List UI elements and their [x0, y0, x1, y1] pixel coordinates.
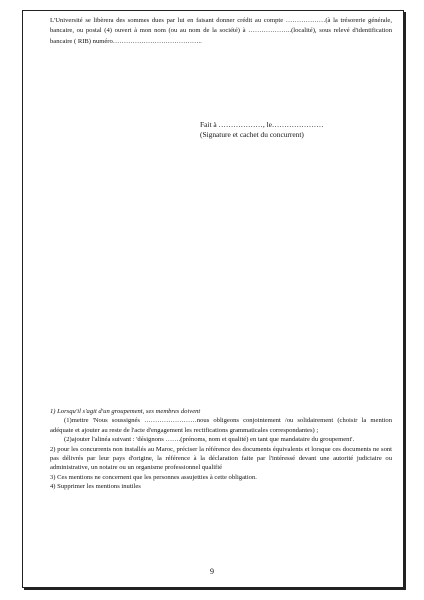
page-number: 9 — [210, 567, 214, 576]
note-3: 3) Ces mentions ne concernent que les personnes assujetties à cette obligation. — [50, 473, 257, 481]
footnotes — [50, 407, 392, 492]
note-1-item-1: (1)mettre 'Nous soussignés ……………………nous obligeons conjointement /ou solidairement (choisir la mention adéquate et ajouter au reste de l'acte d'engagement les rectifications grammaticales correspondantes) ; — [50, 417, 392, 434]
note-2: 2) pour les concurrents non installés au Maroc, préciser la référence des documents équivalents et lorsque ces documents ne sont pas délivrés par leur pays d'origine, la référence à la déclaration faite par l'intéressé devant une autorité judiciaire ou administrative, un notaire ou un organisme professionnel qualifié — [50, 445, 392, 472]
payment-paragraph — [50, 16, 392, 47]
signature-label: (Signature et cachet du concurrent) — [200, 130, 304, 139]
payment-text: L'Université se libèrera des sommes dues par lui en faisant donner crédit au compte ………………(à la trésorerie générale, bancaire, ou postal (4) ouvert à mon nom (ou au nom de la société) à ………………..(localité), sous relevé d'identification bancaire ( RIB) numéro………………………………….. — [50, 17, 392, 45]
place-date-line: Fait à ………………, le………………… — [200, 120, 324, 129]
note-1-item-2: (2)ajouter l'alinéa suivant : 'désignons …….(prénoms, nom et qualité) en tant que mandataire du groupement'. — [64, 436, 355, 444]
note-4: 4) Supprimer les mentions inutiles — [50, 483, 141, 491]
page-border — [22, 10, 404, 588]
note-1-heading: 1) Lorsqu'il s'agit d'un groupement, ses membres doivent — [50, 408, 201, 415]
signature-block — [200, 120, 390, 140]
